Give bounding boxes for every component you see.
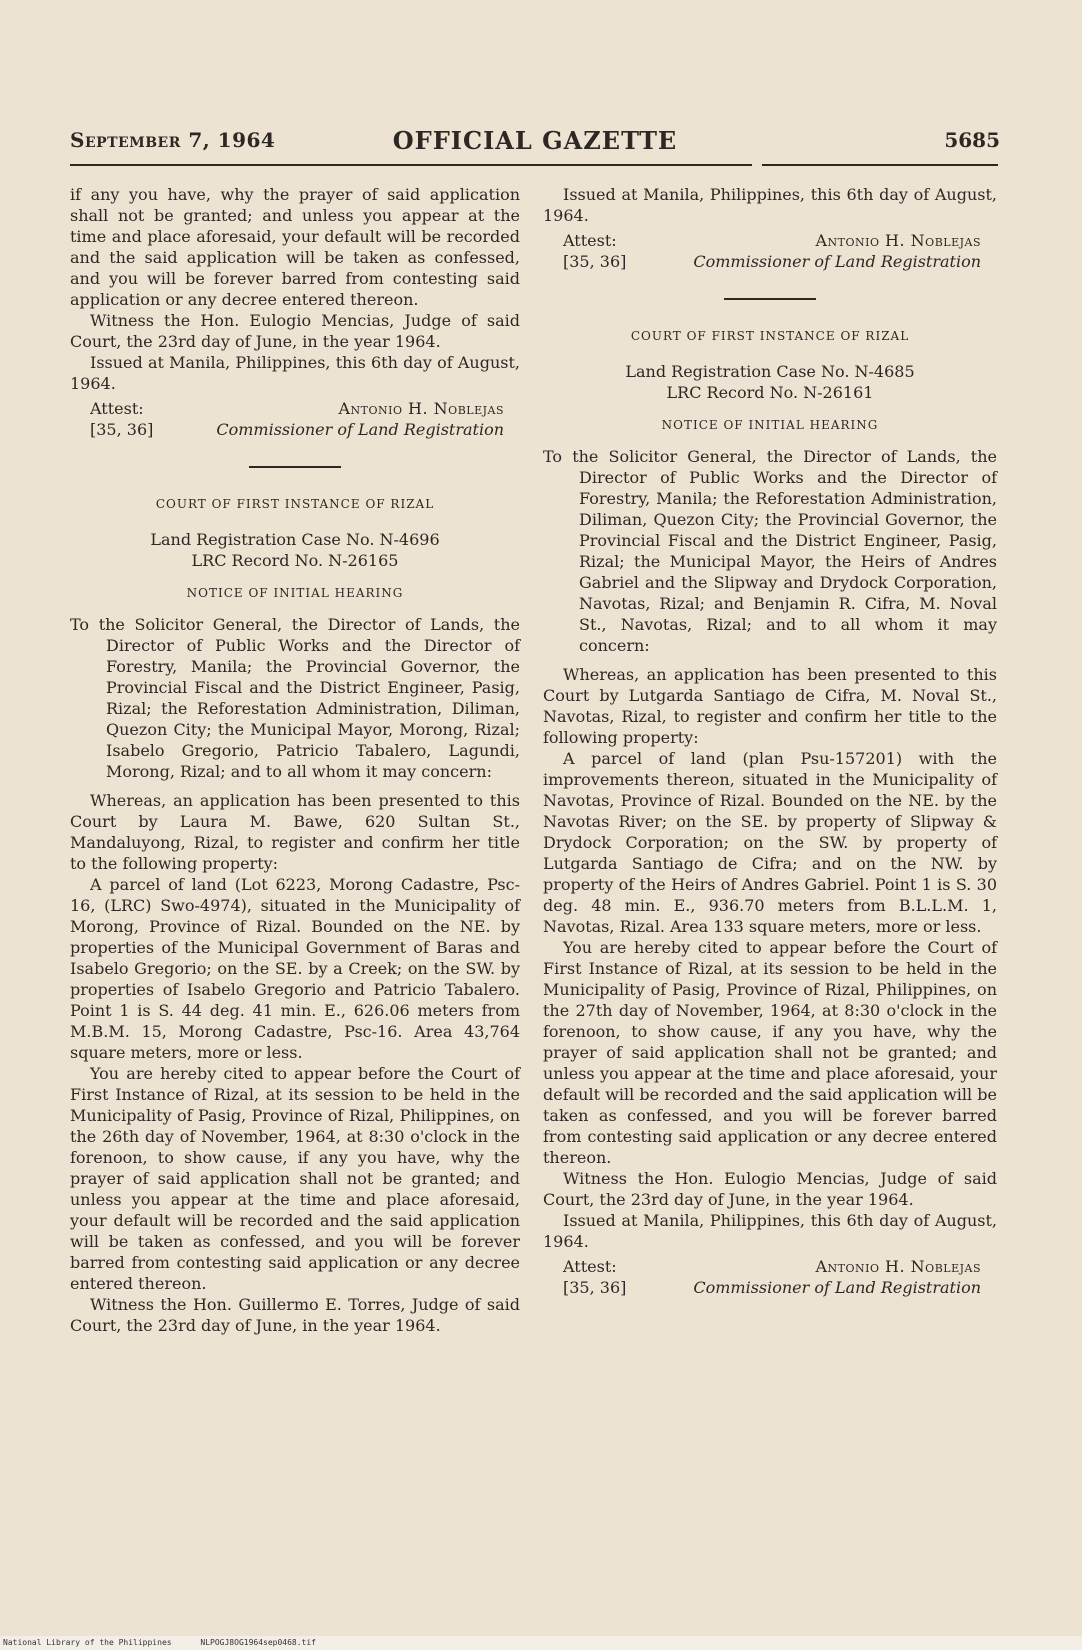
parcel-paragraph: A parcel of land (plan Psu-157201) with the improvements thereon, situated in the Municipality of Navotas, Province of Rizal. Bounded on the NE. by the Navotas River; on the SE. by property of Slipway & Drydock Corporation; on the SW. by property of Lutgarda Santiago de Cifra; and on the NW. by property of the Heirs of Andres Gabriel. Point 1 is S. 30 deg. 48 min. E., 936.70 meters from B.L.L.M. 1, Navotas, Rizal. Area 133 square meters, more or less. xyxy=(543,749,997,936)
attest-label: Attest: xyxy=(90,399,144,418)
attest-name: Antonio H. Noblejas xyxy=(338,399,504,418)
notice-title: NOTICE OF INITIAL HEARING xyxy=(186,586,404,600)
lrc-record: LRC Record No. N-26161 xyxy=(666,383,874,402)
witness-paragraph: Witness the Hon. Guillermo E. Torres, Judge of said Court, the 23rd day of June, in the year 1964. xyxy=(70,1295,520,1335)
section-divider xyxy=(724,298,816,300)
witness-paragraph: Witness the Hon. Eulogio Mencias, Judge of said Court, the 23rd day of June, in the year 1964. xyxy=(70,311,520,351)
left-column xyxy=(70,184,520,1336)
scan-footer xyxy=(0,1636,1082,1650)
witness-paragraph: Witness the Hon. Eulogio Mencias, Judge of said Court, the 23rd day of June, in the year 1964. xyxy=(543,1169,997,1209)
attest-block xyxy=(543,230,997,272)
attest-ref: [35, 36] xyxy=(563,1278,627,1297)
court-heading: COURT OF FIRST INSTANCE OF RIZAL xyxy=(155,497,435,511)
court-heading: COURT OF FIRST INSTANCE OF RIZAL xyxy=(630,329,910,343)
header-date: September 7, 1964 xyxy=(70,128,276,152)
whereas-paragraph: Whereas, an application has been presented to this Court by Lutgarda Santiago de Cifra, M. Noval St., Navotas, Rizal, to register and confirm her title to the following property: xyxy=(543,665,997,747)
addressees-paragraph: To the Solicitor General, the Director of Lands, the Director of Public Works and the Director of Forestry, Manila; the Provincial Governor, the Provincial Fiscal and the District Engineer, Pasig, Rizal; the Reforestation Administration, Diliman, Quezon City; the Municipal Mayor, Morong, Rizal; Isabelo Gregorio, Patricio Tabalero, Lagundi, Morong, Rizal; and to all whom it may concern: xyxy=(70,615,520,781)
attest-label: Attest: xyxy=(563,231,617,250)
addressees-paragraph: To the Solicitor General, the Director of Lands, the Director of Public Works and the Director of Forestry, Manila; the Reforestation Administration, Diliman, Quezon City; the Provincial Governor, the Provincial Fiscal and the District Engineer, Pasig, Rizal; the Municipal Mayor, the Heirs of Andres Gabriel and the Slipway and Drydock Corporation, Navotas, Rizal; and Benjamin R. Cifra, M. Noval St., Navotas, Rizal; and to all whom it may concern: xyxy=(543,447,997,655)
attest-block xyxy=(543,1256,997,1298)
footer-library: National Library of the Philippines xyxy=(3,1638,172,1647)
issued-paragraph: Issued at Manila, Philippines, this 6th day of August, 1964. xyxy=(543,1211,997,1251)
case-number: Land Registration Case No. N-4696 xyxy=(150,530,440,549)
attest-title: Commissioner of Land Registration xyxy=(693,1278,981,1297)
issued-paragraph: Issued at Manila, Philippines, this 6th day of August, 1964. xyxy=(70,353,520,393)
issued-paragraph: Issued at Manila, Philippines, this 6th day of August, 1964. xyxy=(543,185,997,225)
header-page-number: 5685 xyxy=(944,128,1000,152)
page-header xyxy=(70,128,1000,158)
footer-file-id: NLPOGJ8OG1964sep0468.tif xyxy=(200,1638,316,1647)
lrc-record: LRC Record No. N-26165 xyxy=(191,551,399,570)
attest-label: Attest: xyxy=(563,1257,617,1276)
section-divider xyxy=(249,466,341,468)
attest-block xyxy=(70,398,520,440)
attest-name: Antonio H. Noblejas xyxy=(815,231,981,250)
attest-title: Commissioner of Land Registration xyxy=(216,420,504,439)
attest-name: Antonio H. Noblejas xyxy=(815,1257,981,1276)
cited-paragraph: You are hereby cited to appear before the Court of First Instance of Rizal, at its session to be held in the Municipality of Pasig, Province of Rizal, Philippines, on the 27th day of November, 1964, at 8:30 o'clock in the forenoon, to show cause, if any you have, why the prayer of said application shall not be granted; and unless you appear at the time and place aforesaid, your default will be recorded and the said application will be taken as confessed, and you will be forever barred from contesting said application or any decree entered thereon. xyxy=(543,938,997,1167)
attest-ref: [35, 36] xyxy=(563,252,627,271)
right-column xyxy=(543,184,997,1298)
case-number: Land Registration Case No. N-4685 xyxy=(625,362,915,381)
cited-paragraph: You are hereby cited to appear before the Court of First Instance of Rizal, at its session to be held in the Municipality of Pasig, Province of Rizal, Philippines, on the 26th day of November, 1964, at 8:30 o'clock in the forenoon, to show cause, if any you have, why the prayer of said application shall not be granted; and unless you appear at the time and place aforesaid, your default will be recorded and the said application will be taken as confessed, and you will be forever barred from contesting said application or any decree entered thereon. xyxy=(70,1064,520,1293)
whereas-paragraph: Whereas, an application has been presented to this Court by Laura M. Bawe, 620 Sultan St., Mandaluyong, Rizal, to register and confirm her title to the following property: xyxy=(70,791,520,873)
notice-title: NOTICE OF INITIAL HEARING xyxy=(661,418,879,432)
header-rule-left xyxy=(70,164,752,166)
header-title: OFFICIAL GAZETTE xyxy=(392,126,678,155)
attest-ref: [35, 36] xyxy=(90,420,154,439)
continuation-paragraph: if any you have, why the prayer of said application shall not be granted; and unless you appear at the time and place aforesaid, your default will be recorded and the said application will be taken as confessed, and you will be forever barred from contesting said application or any decree entered thereon. xyxy=(70,185,520,309)
header-rule-right xyxy=(762,164,998,166)
parcel-paragraph: A parcel of land (Lot 6223, Morong Cadastre, Psc-16, (LRC) Swo-4974), situated in the Municipality of Morong, Province of Rizal. Bounded on the NE. by properties of the Municipal Government of Baras and Isabelo Gregorio; on the SE. by a Creek; on the SW. by properties of Isabelo Gregorio and Patricio Tabalero. Point 1 is S. 44 deg. 41 min. E., 626.06 meters from M.B.M. 15, Morong Cadastre, Psc-16. Area 43,764 square meters, more or less. xyxy=(70,875,520,1062)
attest-title: Commissioner of Land Registration xyxy=(693,252,981,271)
